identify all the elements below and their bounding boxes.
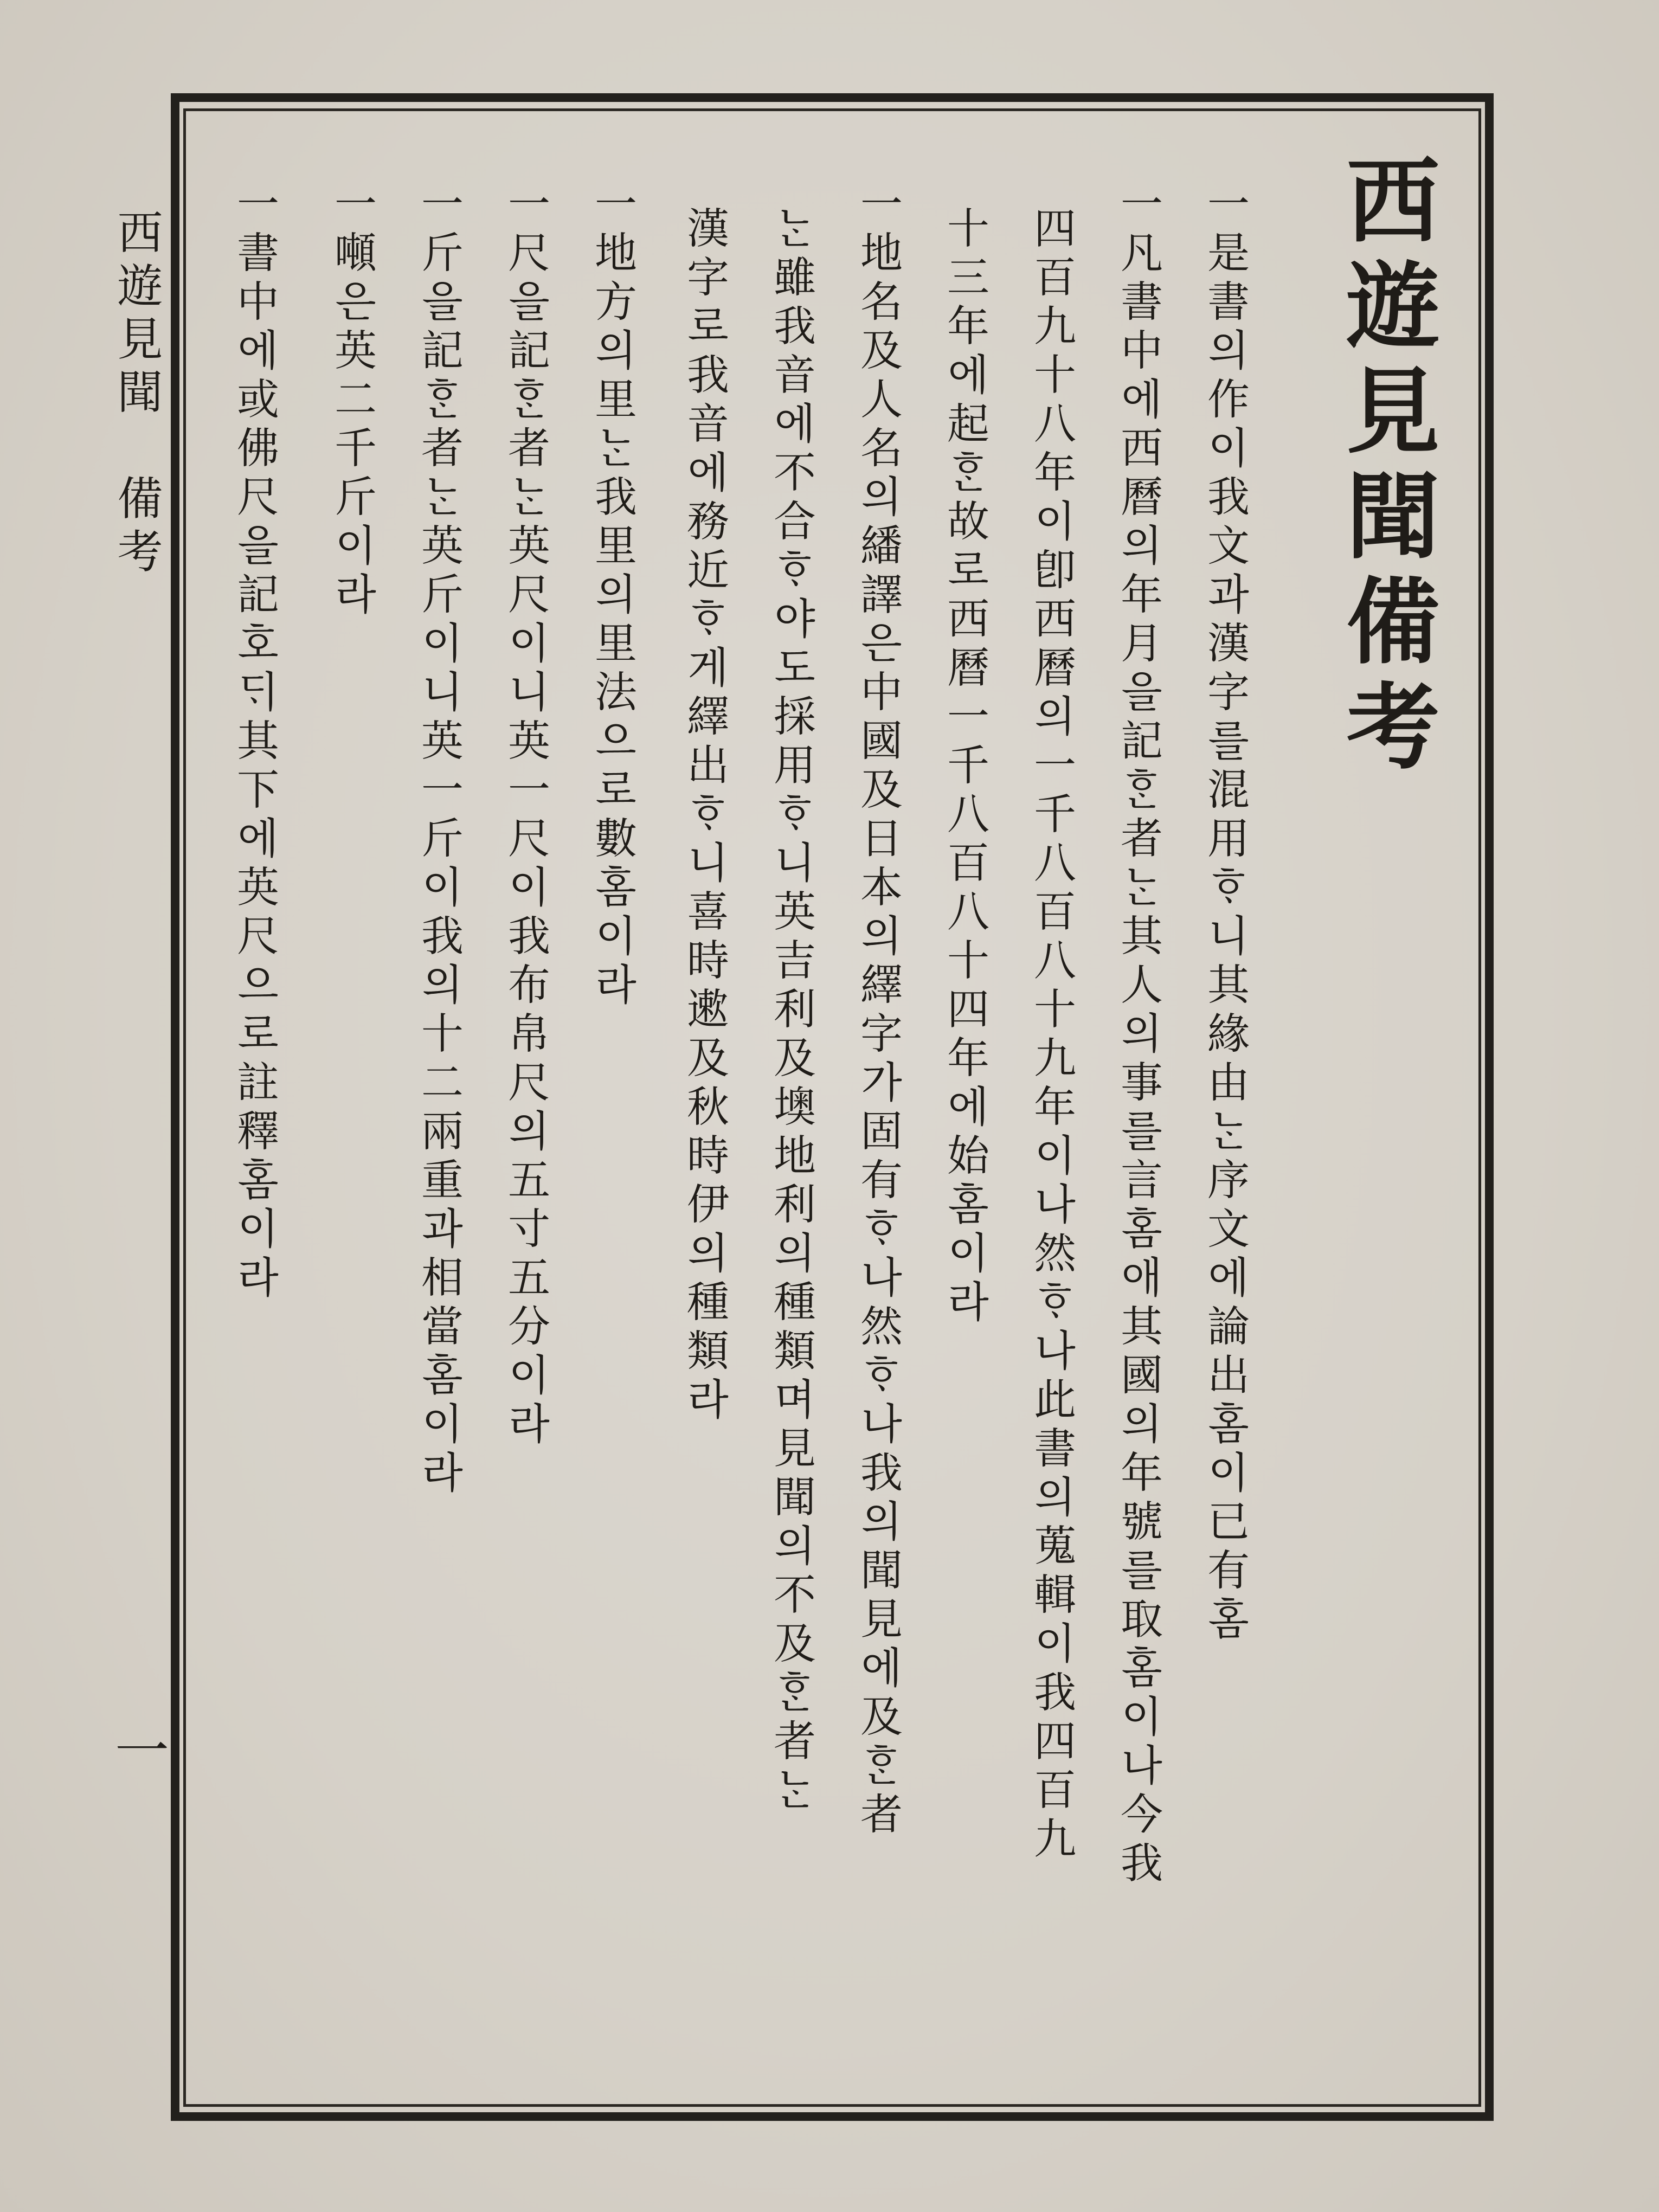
page-number: 一 — [115, 1719, 169, 1783]
text-column-11: 一噸은英二千斤이라 — [327, 182, 376, 621]
text-column-2: 一凡書中에西曆의年月을記ᄒᆞᆫ者ᄂᆞᆫ其人의事를言홈애其國의年號를取홈이나今我 — [1114, 182, 1162, 1889]
running-header: 西遊見聞 備考 — [110, 209, 163, 581]
page-title: 西遊見聞備考 — [1331, 152, 1441, 783]
text-column-1: 一是書의作이我文과漢字를混用ᄒᆞ니其緣由ᄂᆞᆫ序文에論出홈이已有홈 — [1200, 182, 1249, 1645]
text-column-5: 一地名及人名의繙譯은中國及日本의繹字가固有ᄒᆞ나然ᄒᆞ나我의聞見에及ᄒᆞᆫ者 — [853, 182, 902, 1841]
text-column-10: 一斤을記ᄒᆞᆫ者ᄂᆞᆫ英斤이니英一斤이我의十二兩重과相當홈이라 — [414, 182, 463, 1499]
text-column-4: 十三年에起ᄒᆞᆫ故로西曆一千八百八十四年에始홈이라 — [940, 206, 989, 1328]
text-column-8: 一地方의里ᄂᆞᆫ我里의里法으로數홈이라 — [588, 182, 636, 1011]
text-column-9: 一尺을記ᄒᆞᆫ者ᄂᆞᆫ英尺이니英一尺이我布帛尺의五寸五分이라 — [501, 182, 550, 1450]
text-column-3: 四百九十八年이卽西曆의一千八百八十九年이나然ᄒᆞ나此書의蒐輯이我四百九 — [1027, 206, 1076, 1865]
page-border-inner — [183, 108, 1481, 2107]
text-column-7: 漢字로我音에務近ᄒᆞ게繹出ᄒᆞ니喜時遬及秋時伊의種類라 — [680, 206, 729, 1426]
text-column-12: 一書中에或佛尺을記호ᄃᆡ其下에英尺으로註釋홈이라 — [230, 182, 279, 1304]
text-column-6: ᄂᆞᆫ雖我音에不合ᄒᆞ야도採用ᄒᆞ니英吉利及墺地利의種類며見聞의不及ᄒᆞᆫ者ᄂᆞᆫ — [767, 206, 815, 1816]
